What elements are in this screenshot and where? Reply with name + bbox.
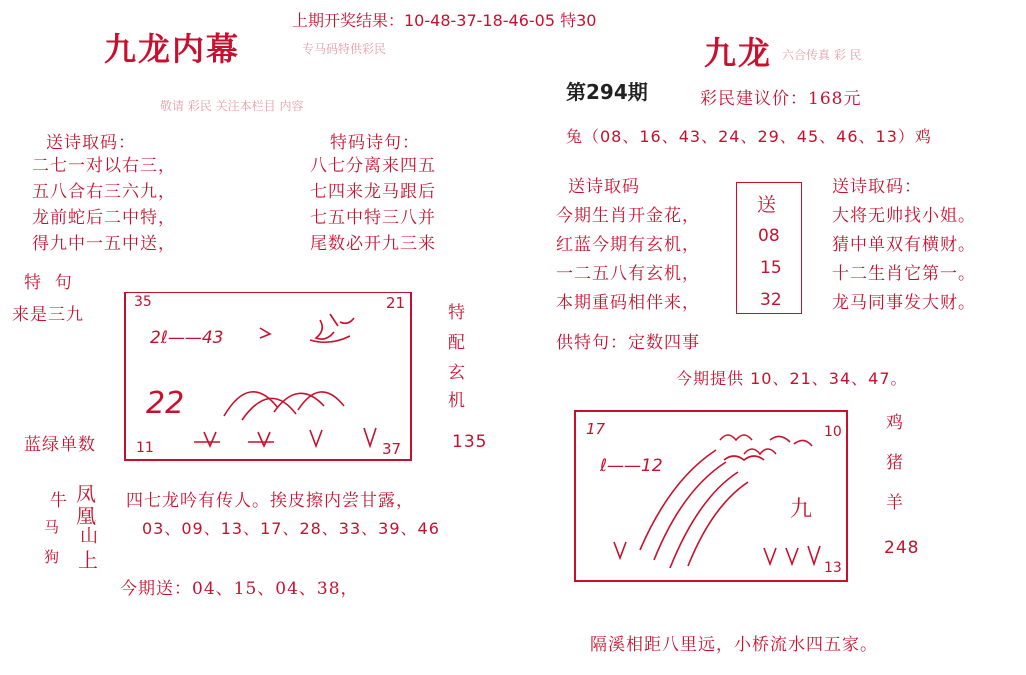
right-bottom-poem: 隔溪相距八里远，小桥流水四五家。 (590, 635, 878, 655)
song-box-15: 15 (760, 258, 782, 278)
left-box-big: 22 (146, 386, 185, 421)
left-numbers-line: 03、09、13、17、28、33、39、46 (142, 519, 440, 538)
jinqi-song: 今期送：04、15、04、38， (120, 579, 359, 599)
poem2-line: 尾数必开九三来 (310, 234, 436, 254)
left-box-tr: 21 (386, 294, 406, 312)
animals-line: 兔（08、16、43、24、29、45、46、13）鸡 (566, 127, 932, 146)
poem1-lines (32, 153, 176, 257)
poem2-title: 特码诗句： (330, 133, 420, 153)
left-box-tl: 35 (134, 294, 152, 310)
right-poem-right-line: 十二生肖它第一。 (832, 264, 976, 284)
song-box-song: 送 (757, 194, 777, 216)
left-box-scribbles (124, 292, 408, 458)
side-char-te: 特 (448, 303, 466, 323)
last-result: 上期开奖结果：10-48-37-18-46-05 特30 (292, 11, 597, 30)
tigong: 今期提供 10、21、34、47。 (676, 369, 908, 388)
left-title: 九龙内幕 (104, 30, 241, 68)
right-poem-right-title: 送诗取码： (832, 177, 922, 197)
right-box-br: 13 (824, 560, 842, 576)
right-poem-left-line: 一二五八有玄机， (556, 264, 700, 284)
left-faint-line: 敬请 彩民 关注本栏目 内容 (160, 99, 304, 113)
period: 第294期 (566, 80, 648, 104)
poem2-line: 七四来龙马跟后 (310, 182, 436, 202)
poem2-line: 八七分离来四五 (310, 156, 436, 176)
right-side-ji: 鸡 (886, 413, 904, 433)
right-poem-right-line: 猜中单双有横财。 (832, 235, 976, 255)
left-box-br: 37 (382, 440, 402, 458)
right-poem-left-line: 本期重码相伴来， (556, 293, 700, 313)
gong-te-ju: 供特句：定数四事 (556, 333, 700, 353)
fenghuang-feng: 凤 (76, 482, 96, 506)
fenghuang-shang: 上 (78, 548, 98, 572)
right-box-jiu: 九 (790, 497, 813, 522)
price: 彩民建议价：168元 (700, 89, 862, 109)
animal-ma: 马 (44, 518, 61, 536)
song-box-08: 08 (758, 226, 780, 246)
left-box-mid: 2ℓ——43 (150, 328, 224, 348)
lanlv-danshu: 蓝绿单数 (24, 435, 96, 455)
right-box-tl: 17 (586, 420, 606, 438)
side-char-ji: 机 (448, 391, 466, 411)
side-char-pei: 配 (448, 333, 466, 353)
left-box-bl: 11 (136, 440, 154, 456)
right-poem-right-line: 龙马同事发大财。 (832, 293, 976, 313)
song-box-32: 32 (760, 290, 782, 310)
right-poem-right-lines (832, 202, 976, 318)
poem1-line: 二七一对以右三， (32, 156, 176, 176)
animal-gou: 狗 (44, 548, 61, 566)
fenghuang-shan: 山 (80, 526, 98, 547)
poem2-lines (310, 153, 436, 257)
right-box-tr: 10 (824, 424, 842, 440)
left-subtitle: 专马码特供彩民 (302, 42, 387, 56)
right-box-scribbles (574, 410, 844, 578)
right-poem-left-lines (556, 202, 700, 318)
poem1-line: 得九中一五中送， (32, 234, 176, 254)
num-248: 248 (884, 538, 920, 558)
right-box-mid: ℓ——12 (600, 456, 663, 476)
right-poem-left-title: 送诗取码 (568, 177, 640, 197)
poem3: 四七龙吟有传人。挨皮擦内尝甘露， (126, 491, 414, 511)
right-title: 九龙 (704, 34, 773, 72)
lai-shi-san-jiu: 来是三九 (12, 305, 84, 325)
right-poem-right-line: 大将无帅找小姐。 (832, 206, 976, 226)
right-poem-left-line: 今期生肖开金花， (556, 206, 700, 226)
side-char-xuan: 玄 (448, 363, 466, 383)
poem1-line: 龙前蛇后二中特， (32, 208, 176, 228)
right-poem-left-line: 红蓝今期有玄机， (556, 235, 700, 255)
animal-niu: 牛 (50, 491, 68, 511)
poem1-title: 送诗取码： (46, 133, 136, 153)
num-135: 135 (452, 432, 488, 452)
fenghuang-huang: 凰 (76, 504, 96, 528)
te-ju: 特 句 (24, 273, 73, 293)
poem1-line: 五八合右三六九， (32, 182, 176, 202)
right-subtitle: 六合传真 彩 民 (782, 48, 862, 62)
right-side-zhu: 猪 (886, 453, 904, 473)
right-side-yang: 羊 (886, 493, 904, 513)
poem2-line: 七五中特三八并 (310, 208, 436, 228)
